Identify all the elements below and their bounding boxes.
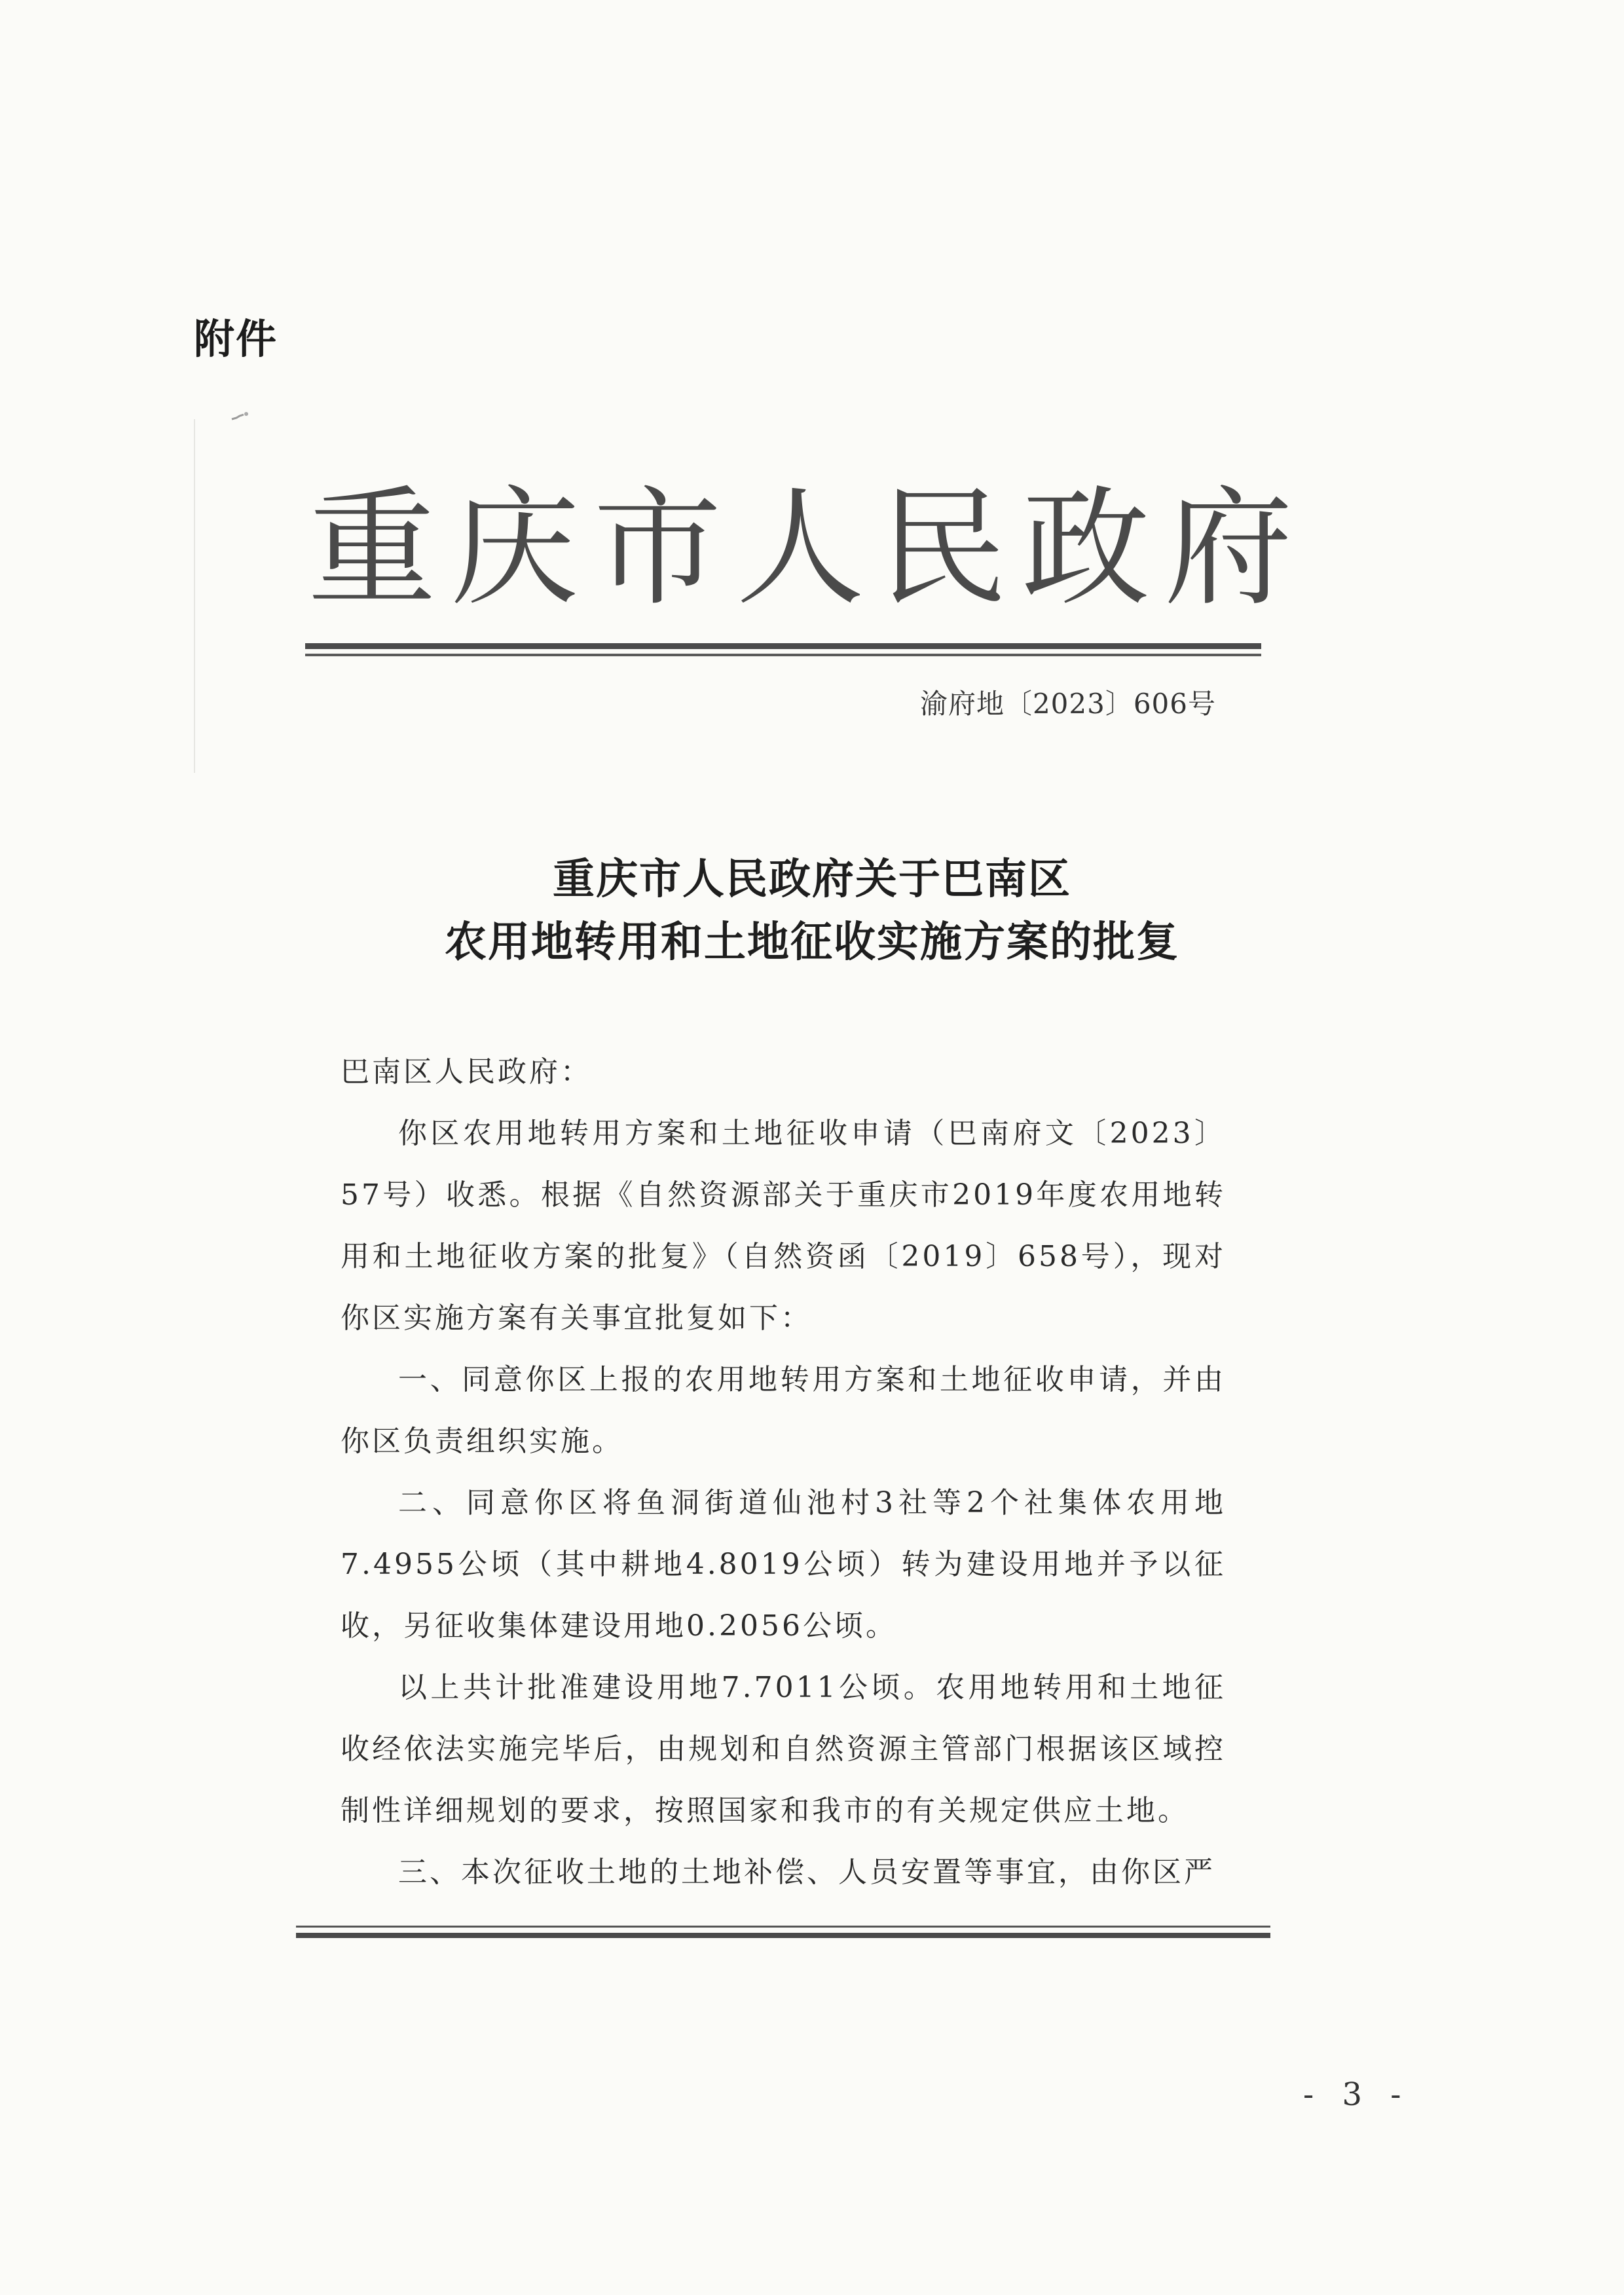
masthead: 重庆市人民政府 xyxy=(308,474,1308,624)
salutation: 巴南区人民政府： xyxy=(341,1055,592,1089)
document-number: 渝府地〔2023〕606号 xyxy=(919,688,1216,720)
scan-speck xyxy=(231,410,250,423)
page-number: - 3 - xyxy=(1303,2076,1411,2113)
body-paragraph: 一、同意你区上报的农用地转用方案和土地征收申请，并由你区负责组织实施。 xyxy=(341,1363,1226,1458)
body-paragraph: 二、同意你区将鱼洞街道仙池村3社等2个社集体农用地7.4955公顷（其中耕地4.8019公顷）转为建设用地并予以征收，另征收集体建设用地0.2056公顷。 xyxy=(341,1486,1226,1643)
body-paragraph: 你区农用地转用方案和土地征收申请（巴南府文〔2023〕57号）收悉。根据《自然资源部关于重庆市2019年度农用地转用和土地征收方案的批复》（自然资函〔2019〕658号），现对你区实施方案有关事宜批复如下： xyxy=(341,1117,1226,1335)
masthead-rule xyxy=(305,643,1261,656)
document-title xyxy=(327,848,1297,974)
scan-edge xyxy=(194,419,195,773)
document-body xyxy=(341,1041,1226,1903)
title-line-1: 重庆市人民政府关于巴南区 xyxy=(553,855,1071,904)
title-line-2: 农用地转用和土地征收实施方案的批复 xyxy=(445,918,1179,967)
attachment-label: 附件 xyxy=(194,315,278,363)
body-paragraph: 以上共计批准建设用地7.7011公顷。农用地转用和土地征收经依法实施完毕后，由规划和自然资源主管部门根据该区域控制性详细规划的要求，按照国家和我市的有关规定供应土地。 xyxy=(341,1671,1226,1827)
footer-rule xyxy=(296,1926,1270,1938)
body-paragraph: 三、本次征收土地的土地补偿、人员安置等事宜，由你区严 xyxy=(398,1856,1215,1889)
